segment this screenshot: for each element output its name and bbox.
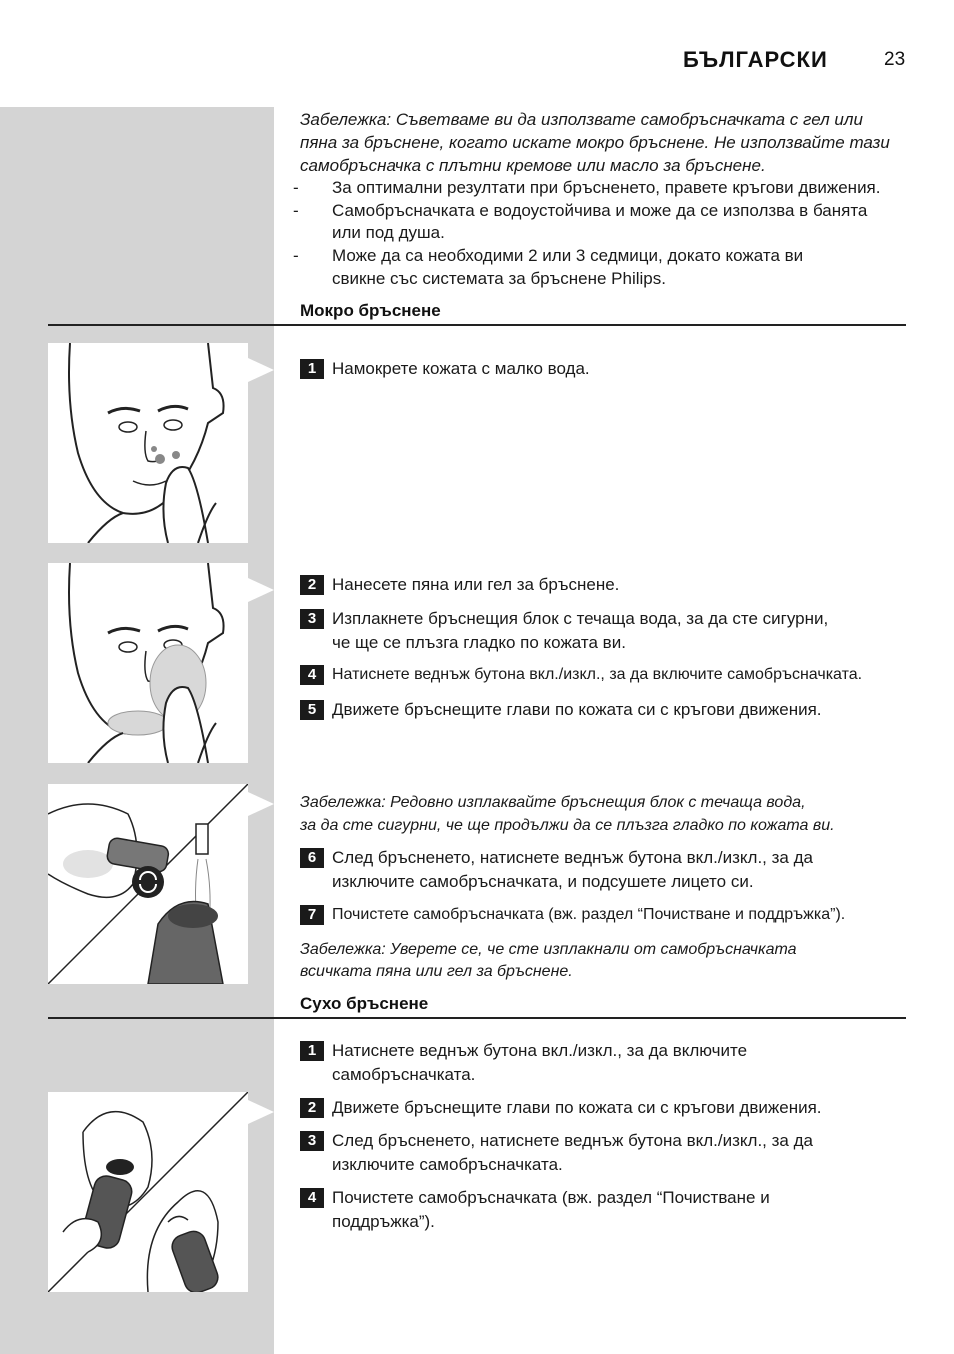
illustration-pointer: [248, 358, 274, 382]
wet-note-2-line-1: Забележка: Уверете се, че сте изплакнали от самобръсначката: [300, 941, 797, 958]
step-number: 3: [300, 609, 324, 629]
wet-step-7-text: Почистете самобръсначката (вж. раздел “Почистване и поддръжка”).: [332, 906, 846, 923]
section-divider: [48, 1017, 906, 1019]
step-number: 5: [300, 700, 324, 720]
wet-note-1-line-2: за да сте сигурни, че ще продължи да се плъзга гладко по кожата ви.: [300, 817, 835, 834]
illustration-dry-shave: [48, 1092, 248, 1292]
dry-shaving-heading: Сухо бръснене: [300, 994, 429, 1013]
section-language-title: БЪЛГАРСКИ: [683, 47, 828, 72]
wet-step-1-text: Намокрете кожата с малко вода.: [332, 359, 590, 378]
bullet-2-line-1: Самобръсначката е водоустойчива и може да се използва в банята: [332, 201, 868, 220]
step-number: 1: [300, 1041, 324, 1061]
illustration-pointer: [248, 578, 274, 602]
dry-step-3-line-1: След бръсненето, натиснете веднъж бутона вкл./изкл., за да: [332, 1131, 813, 1150]
bullet-3-line-1: Може да са необходими 2 или 3 седмици, докато кожата ви: [332, 246, 804, 265]
step-number: 7: [300, 905, 324, 925]
wet-step-3-line-1: Изплакнете бръснещия блок с течаща вода, за да сте сигурни,: [332, 609, 829, 628]
bullet-dash: -: [293, 246, 299, 265]
section-divider: [48, 324, 906, 326]
wet-note-2-line-2: всичката пяна или гел за бръснене.: [300, 963, 573, 980]
step-number: 4: [300, 665, 324, 685]
bullet-dash: -: [293, 178, 299, 197]
step-number: 4: [300, 1188, 324, 1208]
wet-step-4-text: Натиснете веднъж бутона вкл./изкл., за да включите самобръсначката.: [332, 666, 863, 683]
illustration-foam-face: [48, 563, 248, 763]
bullet-1-line-1: За оптимални резултати при бръсненето, правете кръгови движения.: [332, 178, 881, 197]
intro-note-line-2: пяна за бръснене, когато искате мокро бръснене. Не използвайте тази: [300, 133, 890, 152]
step-number: 3: [300, 1131, 324, 1151]
step-number: 2: [300, 1098, 324, 1118]
illustration-wet-face: [48, 343, 248, 543]
dry-step-3-line-2: изключите самобръсначката.: [332, 1155, 563, 1174]
bullet-2-line-2: или под душа.: [332, 223, 445, 242]
intro-note-line-1: Забележка: Съветваме ви да използвате самобръсначката с гел или: [300, 110, 863, 129]
illustration-pointer: [248, 792, 274, 816]
wet-step-6-line-1: След бръсненето, натиснете веднъж бутона вкл./изкл., за да: [332, 848, 813, 867]
illustration-pointer: [248, 1100, 274, 1124]
wet-note-1-line-1: Забележка: Редовно изплаквайте бръснещия блок с течаща вода,: [300, 794, 806, 811]
bullet-dash: -: [293, 201, 299, 220]
dry-step-4-line-2: поддръжка”).: [332, 1212, 435, 1231]
intro-note-line-3: самобръсначка с плътни кремове или масло за бръснене.: [300, 156, 766, 175]
wet-shaving-heading: Мокро бръснене: [300, 301, 441, 320]
wet-step-2-text: Нанесете пяна или гел за бръснене.: [332, 575, 620, 594]
wet-step-6-line-2: изключите самобръсначката, и подсушете лицето си.: [332, 872, 754, 891]
dry-step-1-line-2: самобръсначката.: [332, 1065, 476, 1084]
wet-step-3-line-2: че ще се плъзга гладко по кожата ви.: [332, 633, 626, 652]
step-number: 6: [300, 848, 324, 868]
dry-step-4-line-1: Почистете самобръсначката (вж. раздел “Почистване и: [332, 1188, 770, 1207]
bullet-3-line-2: свикне със системата за бръснене Philips.: [332, 269, 666, 288]
step-number: 1: [300, 359, 324, 379]
page-number: 23: [884, 49, 906, 70]
step-number: 2: [300, 575, 324, 595]
dry-step-2-text: Движете бръснещите глави по кожата си с кръгови движения.: [332, 1098, 822, 1117]
dry-step-1-line-1: Натиснете веднъж бутона вкл./изкл., за да включите: [332, 1041, 748, 1060]
illustration-rinse-shaver: [48, 784, 248, 984]
wet-step-5-text: Движете бръснещите глави по кожата си с кръгови движения.: [332, 700, 822, 719]
